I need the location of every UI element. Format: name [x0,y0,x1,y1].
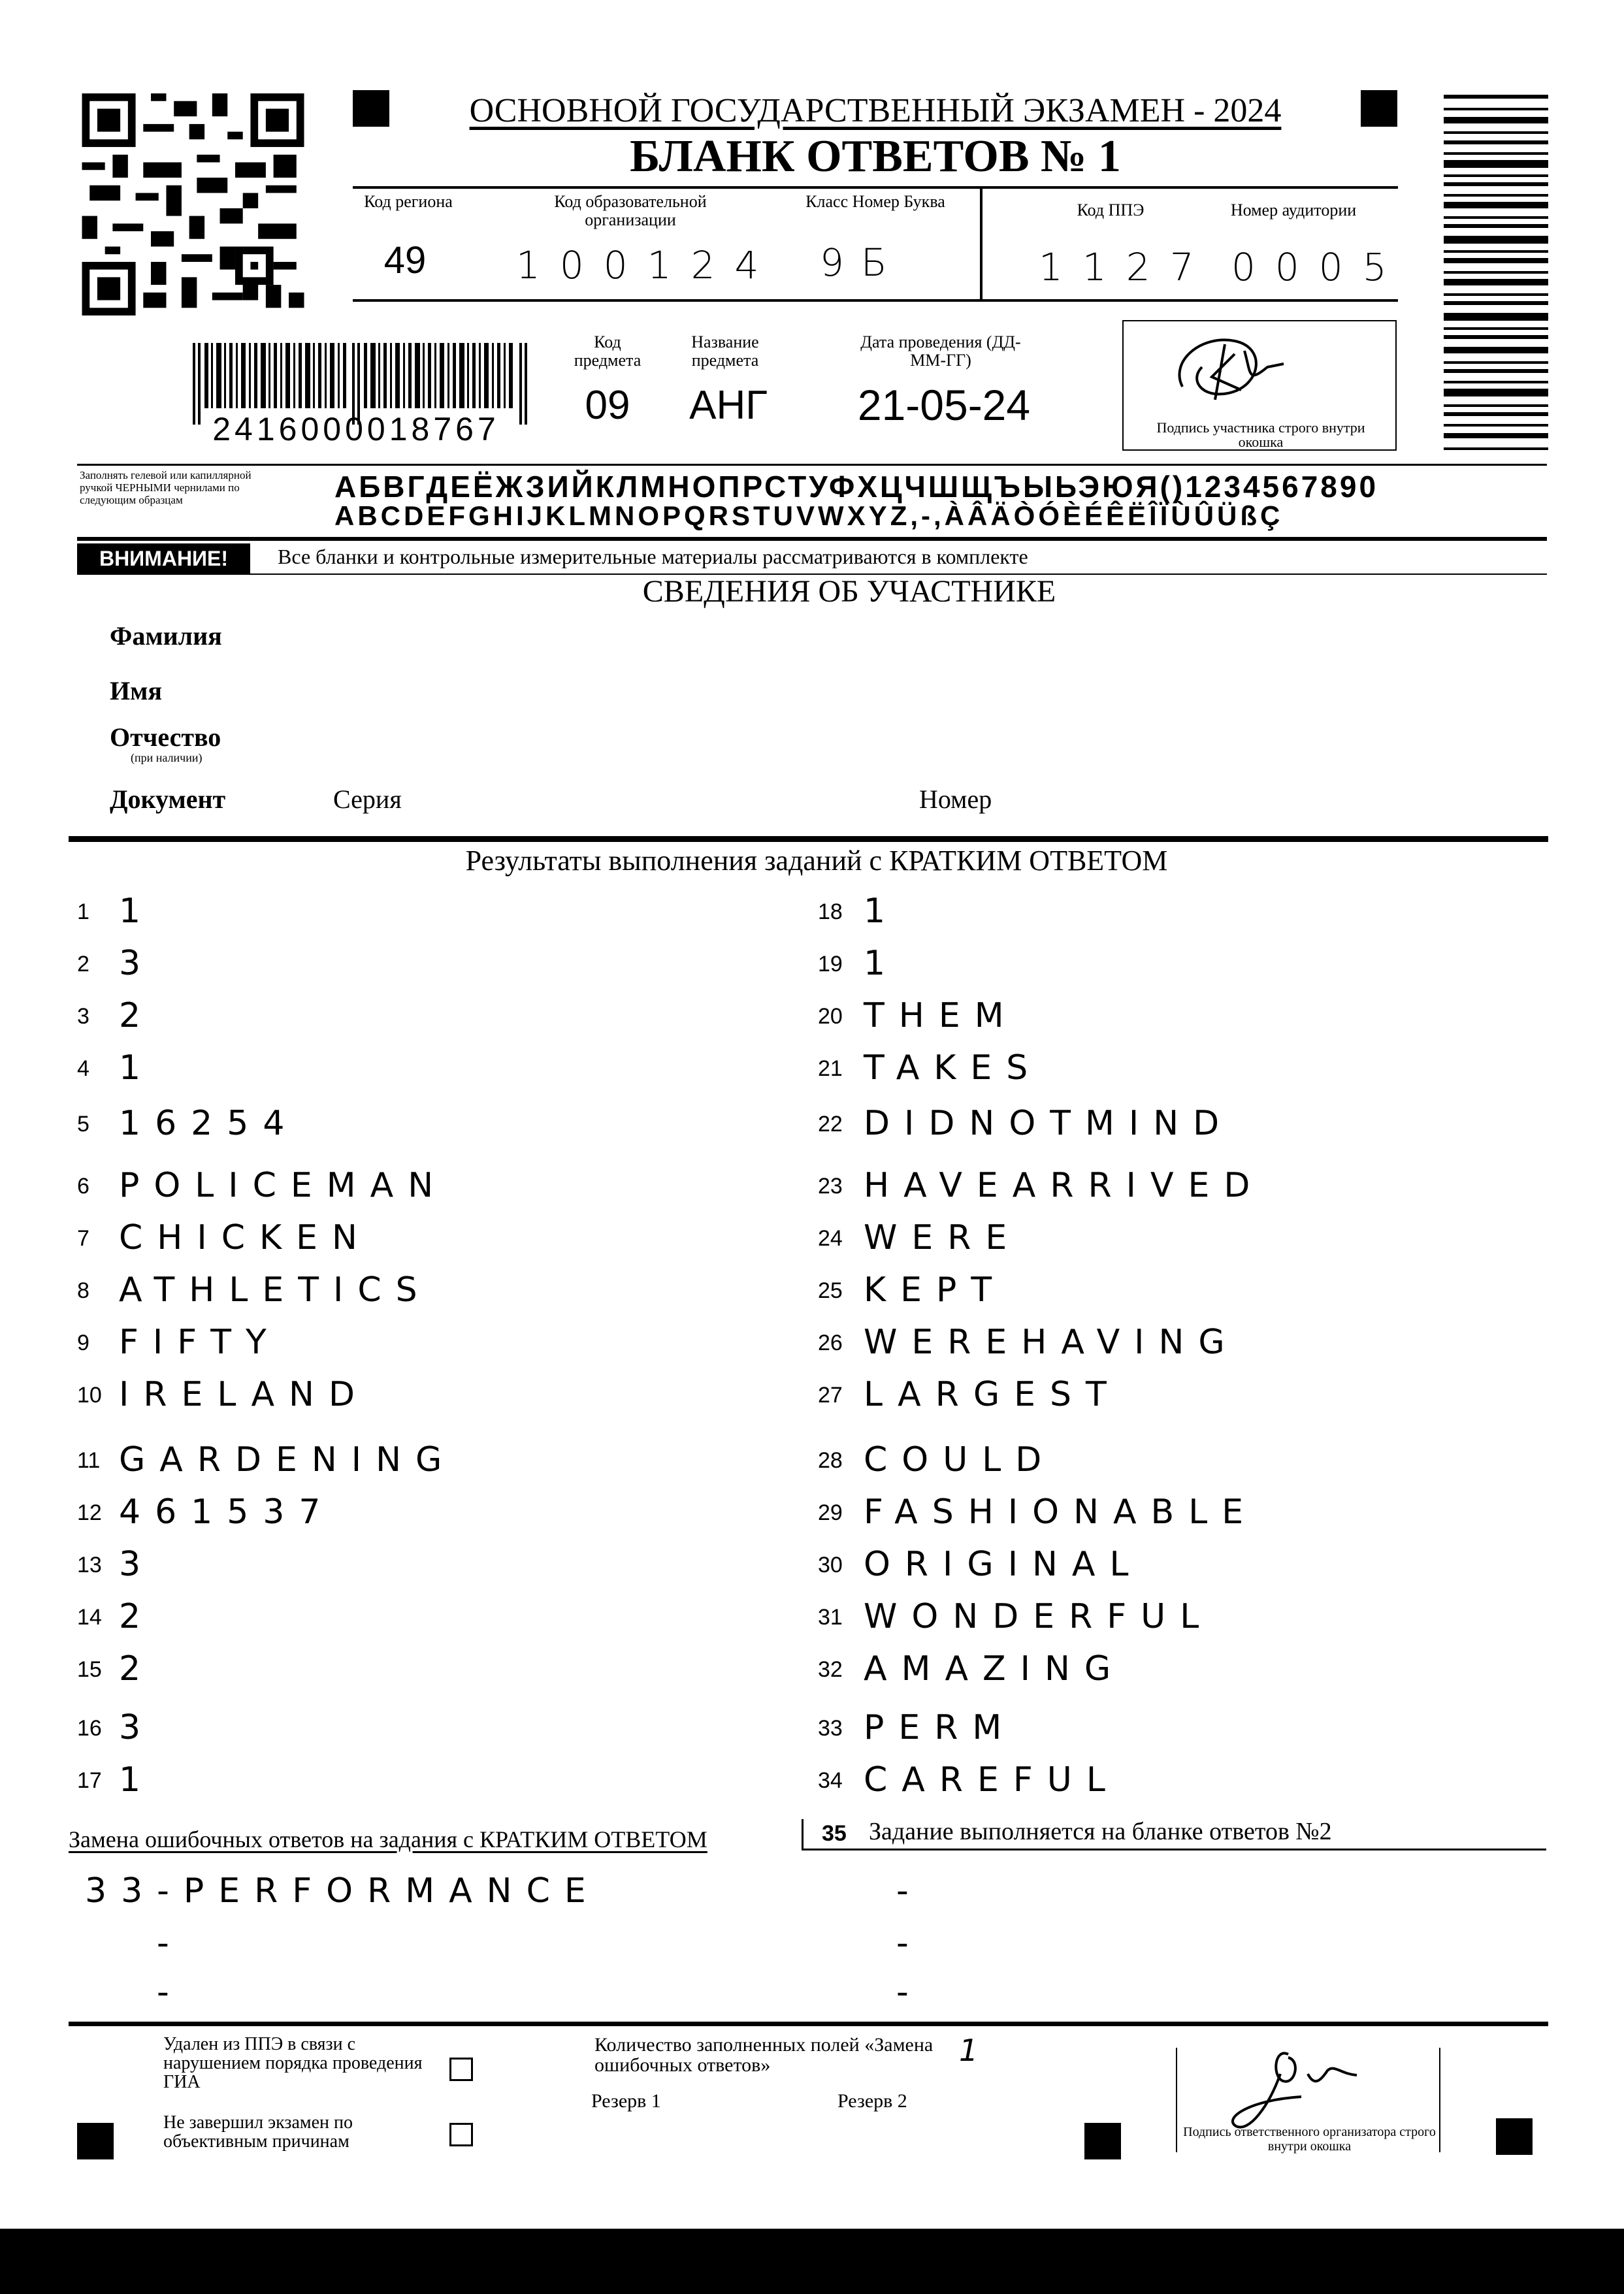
task35-number: 35 [822,1821,847,1846]
sample-top-line [77,464,1547,466]
answer-field[interactable]: 2 [119,1649,155,1688]
task-number: 21 [818,1056,843,1081]
region-label: Код региона [364,192,453,211]
task-number: 31 [818,1605,843,1630]
results-section-title: Результаты выполнения заданий с КРАТКИМ ОТВЕТОМ [465,845,1168,877]
patronymic-label: Отчество [110,722,221,752]
replacement-entry[interactable]: - [896,1871,923,1911]
answer-field[interactable]: FIFTY [119,1323,281,1362]
subject-name-value: АНГ [689,383,768,428]
task-number: 25 [818,1278,843,1303]
code-grid-top-line [353,186,1398,189]
not-finished-label: Не завершил экзамен по объективным причинам [163,2112,353,2152]
answer-field[interactable]: WERE [864,1218,1022,1257]
answer-field[interactable]: FASHIONABLE [864,1493,1258,1532]
number-field[interactable] [1026,781,1535,820]
task-number: 33 [818,1716,843,1741]
task-number: 12 [77,1500,102,1525]
exam-title: ОСНОВНОЙ ГОСУДАРСТВЕННЫЙ ЭКЗАМЕН - 2024 [469,92,1282,129]
answer-field[interactable]: IRELAND [119,1375,369,1414]
sample-latin-row: ABCDEFGHIJKLMNOPQRSTUVWXYZ,-,ÀÂÄÒÓÈÉÊËÎÏÙÛÜßÇ [334,500,1284,531]
task-number: 22 [818,1112,843,1137]
sample-cyrillic-row: АБВГДЕЁЖЗИЙКЛМНОПРСТУФХЦЧШЩЪЫЬЭЮЯ()1234567890 [334,470,1379,504]
answer-field[interactable]: WONDERFUL [864,1597,1214,1636]
series-label: Серия [333,784,402,814]
answer-field[interactable]: HAVEARRIVED [864,1166,1265,1205]
class-label: Класс Номер Буква [805,192,945,211]
side-barcode [1444,95,1548,454]
participant-section-title: СВЕДЕНИЯ ОБ УЧАСТНИКЕ [642,574,1056,609]
organizer-signature-caption: Подпись ответственного организатора строго внутри окошка [1183,2125,1436,2154]
task-number: 15 [77,1657,102,1682]
task-number: 4 [77,1056,89,1081]
answer-field[interactable]: 1 [119,1048,155,1088]
answer-field[interactable]: 1 [864,944,900,983]
code-grid-bottom-line [353,299,1398,302]
reserve-1-label: Резерв 1 [591,2090,661,2112]
task-number: 3 [77,1004,89,1029]
subject-name-label: Название предмета [691,332,759,370]
removed-checkbox[interactable] [449,2058,473,2081]
alignment-marker-top-left [353,90,389,127]
org-label: Код образовательной организации [554,192,707,229]
answer-field[interactable]: 2 [119,1597,155,1636]
region-value: 49 [383,239,427,282]
answer-field[interactable]: DIDNOTMIND [864,1104,1234,1143]
answer-field[interactable]: 3 [119,944,155,983]
task-number: 34 [818,1768,843,1793]
class-value: 9Б [820,240,904,285]
alignment-marker-bottom-right [1496,2118,1533,2155]
sample-instruction: Заполнять гелевой или капиллярной ручкой ЧЕРНЫМИ чернилами по следующим образцам [80,469,252,506]
document-label: Документ [110,784,226,814]
exam-date-label: Дата проведения (ДД-ММ-ГГ) [860,332,1021,370]
participant-signature [1163,328,1293,419]
task-number: 9 [77,1331,89,1355]
sample-bottom-line [77,537,1547,541]
answer-field[interactable]: ATHLETICS [119,1270,432,1310]
task-number: 29 [818,1500,843,1525]
task-number: 2 [77,952,89,977]
task-number: 8 [77,1278,89,1303]
answer-field[interactable]: 1 [119,892,155,931]
barcode-number: 2416000018767 [212,411,500,447]
task-number: 30 [818,1553,843,1577]
number-label: Номер [919,784,992,814]
answer-field[interactable]: CHICKEN [119,1218,372,1257]
warning-text: Все бланки и контрольные измерительные материалы рассматриваются в комплекте [278,545,1028,568]
answer-field[interactable]: KEPT [864,1270,1007,1310]
participant-signature-box[interactable] [1122,320,1397,451]
warning-badge: ВНИМАНИЕ! [77,543,250,574]
answer-field[interactable]: GARDENING [119,1440,457,1479]
answer-field[interactable]: 3 [119,1545,155,1584]
answer-field[interactable]: ORIGINAL [864,1545,1143,1584]
replacement-entry[interactable]: 33-PERFORMANCE [85,1871,600,1911]
answer-field[interactable]: POLICEMAN [119,1166,448,1205]
task-number: 28 [818,1448,843,1473]
code-grid-divider [980,187,983,300]
task-number: 6 [77,1174,89,1199]
patronymic-field[interactable] [261,722,1535,761]
first-name-field[interactable] [261,675,1535,715]
exam-date-value: 21-05-24 [857,381,1031,429]
replacement-divider [802,1849,1546,1850]
qr-code [77,93,309,315]
task-number: 32 [818,1657,843,1682]
reserve-2-label: Резерв 2 [837,2090,907,2112]
surname-label: Фамилия [110,621,222,651]
replacement-vline [802,1819,804,1850]
answer-field[interactable]: THEM [864,996,1018,1035]
ppe-value: 1127 [1039,245,1214,289]
task-number: 1 [77,899,89,924]
task-number: 16 [77,1716,102,1741]
task-number: 17 [77,1768,102,1793]
answer-field[interactable]: LARGEST [864,1375,1121,1414]
answer-field[interactable]: TAKES [864,1048,1043,1088]
replacement-entry[interactable]: - [896,1973,923,2012]
form-title: БЛАНК ОТВЕТОВ № 1 [630,131,1121,182]
answer-field[interactable]: COULD [864,1440,1056,1479]
first-name-label: Имя [110,676,162,705]
series-field[interactable] [431,781,888,820]
subject-code-value: 09 [585,383,630,428]
room-value: 0005 [1231,245,1406,289]
task-number: 20 [818,1004,843,1029]
task-number: 11 [77,1448,101,1473]
task-number: 19 [818,952,843,977]
patronymic-note: (при наличии) [131,751,203,764]
answer-field[interactable]: 1 [119,1760,155,1800]
task-number: 10 [77,1383,102,1408]
footer-top-line [69,2022,1548,2026]
replacement-count-value[interactable]: 1 [959,2033,979,2068]
results-top-line [69,836,1548,842]
subject-code-label: Код предмета [574,332,641,370]
org-value: 100124 [516,243,779,287]
task-number: 14 [77,1605,102,1630]
ppe-label: Код ППЭ [1077,201,1145,219]
task-number: 24 [818,1226,843,1251]
removed-label: Удален из ППЭ в связи с нарушением порядка проведения ГИА [163,2034,423,2092]
surname-field[interactable] [261,621,1535,660]
answer-field[interactable]: 16254 [119,1104,299,1143]
answer-field[interactable]: 2 [119,996,155,1035]
participant-signature-caption: Подпись участника строго внутри окошка [1156,419,1365,450]
task-number: 18 [818,899,843,924]
replacement-count-label: Количество заполненных полей «Замена ошибочных ответов» [594,2034,934,2076]
replacement-title: Замена ошибочных ответов на задания с КРАТКИМ ОТВЕТОМ [69,1826,707,1852]
replacement-entry[interactable]: - [157,1924,184,1963]
room-label: Номер аудитории [1230,201,1357,219]
alignment-marker-top-right [1361,90,1397,127]
answer-field[interactable]: 3 [119,1708,155,1747]
alignment-marker-bottom-left [77,2123,114,2159]
alignment-marker-bottom-mid [1084,2123,1121,2159]
task-number: 27 [818,1383,843,1408]
not-finished-checkbox[interactable] [449,2123,473,2146]
task-number: 5 [77,1112,89,1137]
answer-field[interactable]: PERM [864,1708,1016,1747]
answer-field[interactable]: CAREFUL [864,1760,1120,1800]
organizer-signature-box[interactable] [1176,2048,1440,2152]
answer-field[interactable]: 1 [864,892,900,931]
task-number: 7 [77,1226,89,1251]
task-number: 26 [818,1331,843,1355]
task35-text: Задание выполняется на бланке ответов №2 [869,1818,1332,1845]
answer-field[interactable]: WEREHAVING [864,1323,1239,1362]
task-number: 13 [77,1553,102,1577]
answer-field[interactable]: AMAZING [864,1649,1126,1688]
task-number: 23 [818,1174,843,1199]
replacement-entry[interactable]: - [896,1924,923,1963]
replacement-entry[interactable]: - [157,1973,184,2012]
page-bottom-band [0,2229,1624,2294]
answer-field[interactable]: 461537 [119,1493,335,1532]
